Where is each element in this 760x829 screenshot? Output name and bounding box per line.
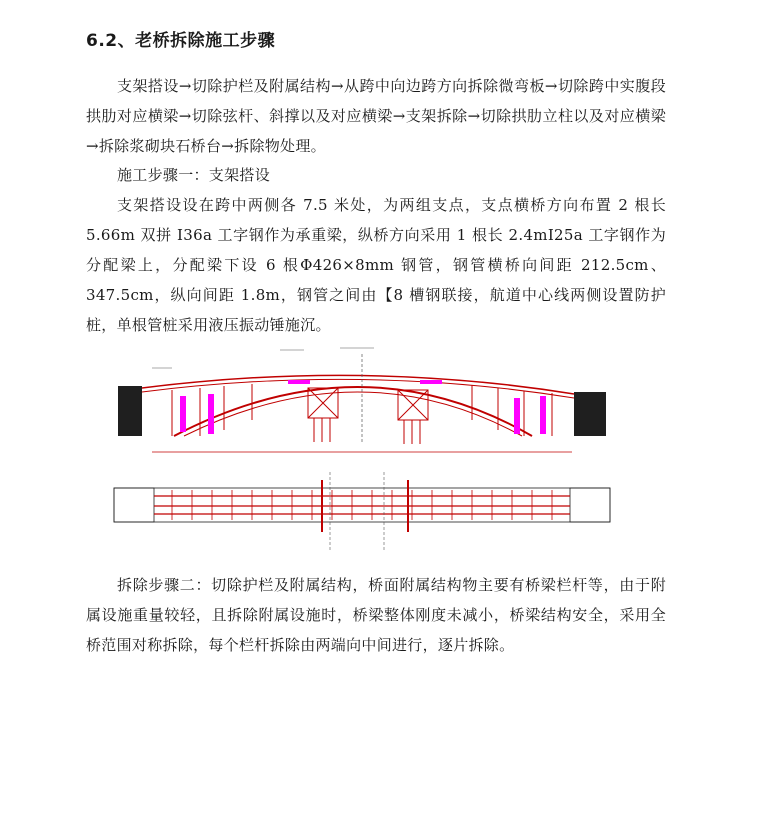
right-abutment xyxy=(574,392,606,436)
bridge-scaffold-drawing xyxy=(112,340,612,552)
section-heading: 6.2、老桥拆除施工步骤 xyxy=(86,31,276,51)
left-abutment xyxy=(118,386,142,436)
paragraph-overview: 支架搭设→切除护栏及附属结构→从跨中向边跨方向拆除微弯板→切除跨中实腹段拱肋对应横梁→切除弦杆、斜撑以及对应横梁→支架拆除→切除拱肋立柱以及对应横梁→拆除浆砌块石桥台→拆除物处理。 xyxy=(86,77,666,155)
demolition-mark xyxy=(208,394,214,434)
plan-view xyxy=(114,472,610,550)
demolition-mark xyxy=(288,380,310,384)
plan-right-end xyxy=(570,488,610,522)
demolition-mark xyxy=(180,396,186,432)
main-arch xyxy=(174,387,532,436)
demolition-mark xyxy=(514,398,520,434)
elevation-view xyxy=(118,348,606,452)
paragraph-step2-body: 拆除步骤二：切除护栏及附属结构，桥面附属结构物主要有桥梁栏杆等，由于附属设施重量较轻，且拆除附属设施时，桥梁整体刚度未减小，桥梁结构安全，采用全桥范围对称拆除，每个栏杆拆除由两端向中间进行，逐片拆除。 xyxy=(86,576,666,654)
demolition-mark xyxy=(420,380,442,384)
scaffold-tower-left xyxy=(308,388,338,442)
paragraph-step1-title: 施工步骤一：支架搭设 xyxy=(117,166,271,184)
plan-left-end xyxy=(114,488,154,522)
demolition-mark xyxy=(540,396,546,434)
paragraph-step1-body: 支架搭设设在跨中两侧各 7.5 米处，为两组支点，支点横桥方向布置 2 根长 5.66m 双拼 I36a 工字钢作为承重梁，纵桥方向采用 1 根长 2.4mI25a 工字钢作为分配梁上，分配梁下设 6 根Φ426×8mm 钢管，钢管横桥向间距 212.5cm、347.5cm，纵向间距 1.8m，钢管之间由【8 槽钢联接，航道中心线两侧设置防护桩，单根管桩采用液压振动锤施沉。 xyxy=(86,196,666,334)
scaffold-tower-right xyxy=(398,390,428,444)
